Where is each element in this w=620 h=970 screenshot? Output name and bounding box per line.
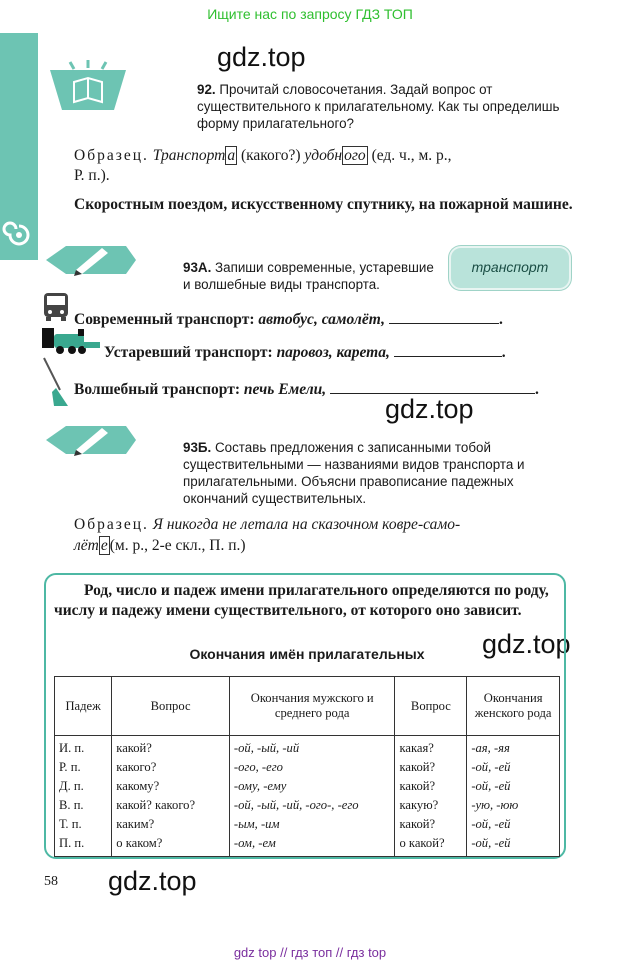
ex92-sample <box>74 146 574 186</box>
magic-broom-icon <box>40 356 72 408</box>
question-cell: какого? <box>116 760 157 774</box>
ex93b-instruction <box>183 439 573 507</box>
case-cell: И. п. <box>59 741 85 755</box>
question-cell: какой? <box>399 760 436 774</box>
ex93a-instruction <box>183 259 443 293</box>
question-cell: какой? <box>116 741 152 755</box>
header-case: Падеж <box>55 677 112 736</box>
sample-noun-ending: а <box>227 147 236 164</box>
search-banner[interactable]: Ищите нас по запросу ГДЗ ТОП <box>207 6 413 22</box>
header-endings-f: Окончания женского рода <box>467 677 560 736</box>
header-endings-m: Окончания мужского и среднего рода <box>229 677 395 736</box>
steam-locomotive-icon <box>42 326 102 354</box>
case-cell: Т. п. <box>59 817 82 831</box>
watermark: gdz.top <box>217 42 306 72</box>
ending-cell: -ой, -ей <box>471 760 511 774</box>
sample-note: (ед. ч., м. р., <box>371 147 452 164</box>
table-header-row <box>55 677 560 736</box>
questions-m-column <box>112 736 230 857</box>
ending-cell: -ого, -его <box>233 760 283 774</box>
modern-transport-line: Современный транспорт: автобус, самолёт, . <box>74 311 503 328</box>
case-cell: Д. п. <box>59 779 84 793</box>
question-cell: о каком? <box>116 836 163 850</box>
magic-transport-value: печь Емели, <box>243 381 327 398</box>
ex93b-sample <box>74 514 574 556</box>
question-cell: какой? <box>399 817 436 831</box>
ending-cell: -ом, -ем <box>233 836 276 850</box>
sample-question: (какого?) <box>240 147 301 164</box>
magic-transport-line: Волшебный транспорт: печь Емели, . <box>74 381 539 398</box>
modern-transport-value: автобус, самолёт, <box>258 311 386 328</box>
table-row <box>55 736 560 857</box>
ending-cell: -ой, -ый, -ий <box>233 741 300 755</box>
ex93b-number: 93Б. <box>183 440 212 455</box>
answer-blank[interactable] <box>394 344 502 357</box>
question-cell: о какой? <box>399 836 445 850</box>
old-transport-line: Устаревший транспорт: паровоз, карета, . <box>104 344 506 361</box>
question-cell: какой? какого? <box>116 798 196 812</box>
sample-word-ending: е <box>100 537 108 554</box>
question-cell: какая? <box>399 741 434 755</box>
case-cell: Р. п. <box>59 760 81 774</box>
header-question-f: Вопрос <box>395 677 467 736</box>
endings-f-column <box>467 736 560 857</box>
vocabulary-word: транспорт <box>471 259 549 275</box>
magic-transport-label: Волшебный транспорт: <box>74 381 240 398</box>
question-cell: какому? <box>116 779 160 793</box>
answer-blank[interactable] <box>330 381 535 394</box>
ending-cell: -ой, -ей <box>471 817 511 831</box>
page-number: 58 <box>44 874 58 889</box>
modern-transport-label: Современный транспорт: <box>74 311 255 328</box>
sample-noun-stem: Транспорт <box>152 147 226 164</box>
bus-icon <box>42 292 70 322</box>
ex92-instruction-text: Прочитай словосочетания. Задай вопрос от существительного к прилагательному. Как ты определишь форму прилагательного? <box>197 82 560 131</box>
sample-label: Образец. <box>74 516 149 533</box>
ex92-phrases: Скоростным поездом, искусственному спутнику, на пожарной машине. <box>74 196 573 213</box>
ex93b-instruction-text: Составь предложения с записанными тобой существительными — названиями видов транспорта и прилагательными. Объясни правописание падежных окончаний существительных. <box>183 440 525 506</box>
sample-sentence: Я никогда не летала на сказочном ковре-само- <box>152 516 461 533</box>
pencil-writing-icon <box>46 240 136 280</box>
case-cell: В. п. <box>59 798 84 812</box>
old-transport-value: паровоз, карета, <box>276 344 390 361</box>
endings-m-column <box>229 736 395 857</box>
case-cell: П. п. <box>59 836 85 850</box>
sample-label: Образец. <box>74 147 149 164</box>
watermark: gdz.top <box>482 629 571 659</box>
ex93a-instruction-text: Запиши современные, устаревшие и волшебные виды транспорта. <box>183 260 434 292</box>
answer-blank[interactable] <box>389 311 499 324</box>
footer-links[interactable]: gdz top // гдз топ // гдз top <box>233 945 387 960</box>
rule-text: Род, число и падеж имени прилагательного определяются по роду, числу и падежу имени существительного, от которого оно зависит. <box>54 582 549 619</box>
cases-column <box>55 736 112 857</box>
ending-cell: -ая, -яя <box>471 741 510 755</box>
sample-word-stem: лёт <box>74 537 99 554</box>
ex93a-number: 93А. <box>183 260 212 275</box>
sample-adj-ending: ого <box>344 147 366 164</box>
open-book-icon <box>44 60 132 116</box>
sample-adj-stem: удобн <box>304 147 343 164</box>
ex92-instruction <box>197 81 572 132</box>
ending-cell: -ой, -ей <box>471 779 511 793</box>
watermark: gdz.top <box>385 394 474 424</box>
table-title: Окончания имён прилагательных <box>189 646 425 662</box>
endings-table <box>54 676 560 857</box>
pencil-writing-icon <box>46 420 136 460</box>
watermark: gdz.top <box>108 866 197 896</box>
question-cell: какую? <box>399 798 439 812</box>
sample-note-cont: Р. п.). <box>74 167 110 184</box>
question-cell: каким? <box>116 817 155 831</box>
ending-cell: -ой, -ей <box>471 836 511 850</box>
ending-cell: -ым, -им <box>233 817 280 831</box>
ending-cell: -ую, -юю <box>471 798 519 812</box>
questions-f-column <box>395 736 467 857</box>
ex92-number: 92. <box>197 82 216 97</box>
question-cell: какой? <box>399 779 436 793</box>
vocabulary-badge <box>449 246 571 290</box>
old-transport-label: Устаревший транспорт: <box>104 344 273 361</box>
ending-cell: -ому, -ему <box>233 779 287 793</box>
swirl-ornament-icon <box>2 218 36 252</box>
sample-note: (м. р., 2-е скл., П. п.) <box>109 537 246 554</box>
ending-cell: -ой, -ый, -ий, -ого-, -его <box>233 798 359 812</box>
header-question-m: Вопрос <box>112 677 230 736</box>
